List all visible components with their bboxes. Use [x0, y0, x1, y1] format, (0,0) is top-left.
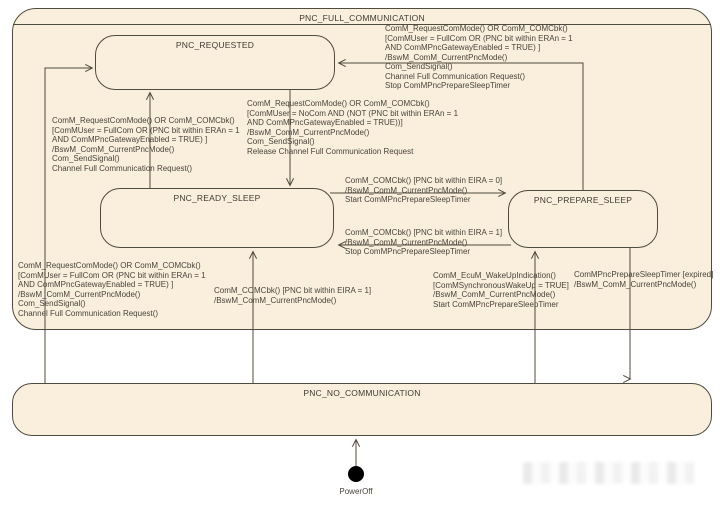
transition-label-line: ComM_COMCbk() [PNC bit within EIRA = 1] [345, 228, 503, 237]
transition-label-no-comm-to-ready-sleep [214, 286, 371, 305]
state-name-separator [13, 24, 711, 25]
transition-label-line: Start ComMPncPrepareSleepTimer [345, 195, 471, 204]
transition-label-ready-sleep-to-requested [52, 116, 240, 173]
state-title-pnc-ready-sleep: PNC_READY_SLEEP [173, 193, 261, 203]
transition-label-line: AND ComMPncGatewayEnabled = TRUE) ] [18, 280, 174, 289]
transition-label-line: AND ComMPncGatewayEnabled = TRUE) ] [52, 135, 208, 144]
transition-label-line: /BswM_ComM_CurrentPncMode() [214, 295, 337, 305]
state-pnc-prepare-sleep [508, 190, 658, 248]
transition-label-line: ComMPncPrepareSleepTimer [expired] [574, 270, 714, 279]
transition-label-requested-to-ready-sleep [247, 99, 458, 156]
transition-label-line: /BswM_ComM_CurrentPncMode() [433, 290, 556, 299]
transition-label-line: ComM_RequestComMode() OR ComM_COMCbk() [385, 24, 568, 33]
state-pnc-requested [95, 35, 335, 90]
transition-label-ready-sleep-to-prepare-sleep [345, 176, 502, 205]
state-title-pnc-prepare-sleep: PNC_PREPARE_SLEEP [533, 195, 633, 205]
transition-label-line: Com_SendSignal() [247, 137, 315, 146]
transition-label-line: Release Channel Full Communication Request [247, 146, 414, 156]
transition-label-line: [ComMUser = NoCom AND (NOT (PNC bit within ERAn = 1 [247, 108, 459, 118]
transition-label-line: /BswM_ComM_CurrentPncMode() [345, 185, 468, 195]
transition-label-line: [ComMUser = FullCom OR (PNC bit within ERAn = 1 [52, 125, 240, 135]
transition-label-no-comm-to-requested [18, 261, 206, 318]
state-pnc-ready-sleep [100, 188, 334, 248]
transition-label-line: AND ComMPncGatewayEnabled = TRUE) ] [385, 43, 541, 52]
state-title-pnc-requested: PNC_REQUESTED [175, 40, 255, 50]
transition-label-line: [ComMUser = FullCom OR (PNC bit within ERAn = 1 [385, 33, 573, 43]
transition-label-prepare-sleep-to-requested [385, 24, 573, 91]
initial-state-label: PowerOff [339, 487, 373, 496]
transition-label-line: ComM_RequestComMode() OR ComM_COMCbk() [247, 99, 430, 108]
transition-label-prepare-sleep-to-no-comm [574, 270, 713, 289]
transition-label-line: [ComMUser = FullCom OR (PNC bit within ERAn = 1 [18, 270, 206, 280]
transition-label-line: Com_SendSignal() [52, 154, 120, 163]
transition-label-line: Stop ComMPncPrepareSleepTimer [385, 81, 511, 90]
transition-label-line: Com_SendSignal() [18, 299, 86, 308]
transition-label-line: /BswM_ComM_CurrentPncMode() [385, 52, 508, 62]
transition-label-line: Start ComMPncPrepareSleepTimer [433, 299, 559, 309]
initial-state-dot [348, 466, 364, 482]
transition-label-line: Channel Full Communication Request() [18, 308, 159, 318]
transition-label-line: /BswM_ComM_CurrentPncMode() [345, 237, 468, 247]
transition-label-line: Stop ComMPncPrepareSleepTimer [345, 247, 471, 256]
state-title-pnc-full-communication: PNC_FULL_COMMUNICATION [299, 13, 425, 23]
transition-label-line: Channel Full Communication Request() [385, 71, 526, 81]
transition-label-line: ComM_RequestComMode() OR ComM_COMCbk() [52, 116, 235, 125]
state-pnc-no-communication [12, 383, 712, 436]
transition-label-no-comm-to-prepare-sleep [433, 271, 569, 309]
transition-label-line: /BswM_ComM_CurrentPncMode() [247, 127, 370, 137]
transition-label-prepare-sleep-to-ready-sleep [345, 228, 502, 257]
transition-label-line: ComM_EcuM_WakeUpIndication() [433, 271, 556, 280]
blurred-watermark [523, 462, 695, 484]
transition-label-line: [ComMSynchronousWakeUp = TRUE] [433, 280, 569, 290]
transition-label-line: AND ComMPncGatewayEnabled = TRUE))] [247, 118, 403, 127]
transition-label-line: ComM_RequestComMode() OR ComM_COMCbk() [18, 261, 201, 270]
transition-label-line: ComM_COMCbk() [PNC bit within EIRA = 0] [345, 176, 503, 185]
transition-label-line: /BswM_ComM_CurrentPncMode() [574, 279, 697, 289]
transition-label-line: /BswM_ComM_CurrentPncMode() [18, 289, 141, 299]
state-title-pnc-no-communication: PNC_NO_COMMUNICATION [303, 388, 421, 398]
transition-label-line: Channel Full Communication Request() [52, 163, 193, 173]
transition-label-line: ComM_COMCbk() [PNC bit within EIRA = 1] [214, 286, 372, 295]
transition-label-line: Com_SendSignal() [385, 62, 453, 71]
transition-label-line: /BswM_ComM_CurrentPncMode() [52, 144, 175, 154]
